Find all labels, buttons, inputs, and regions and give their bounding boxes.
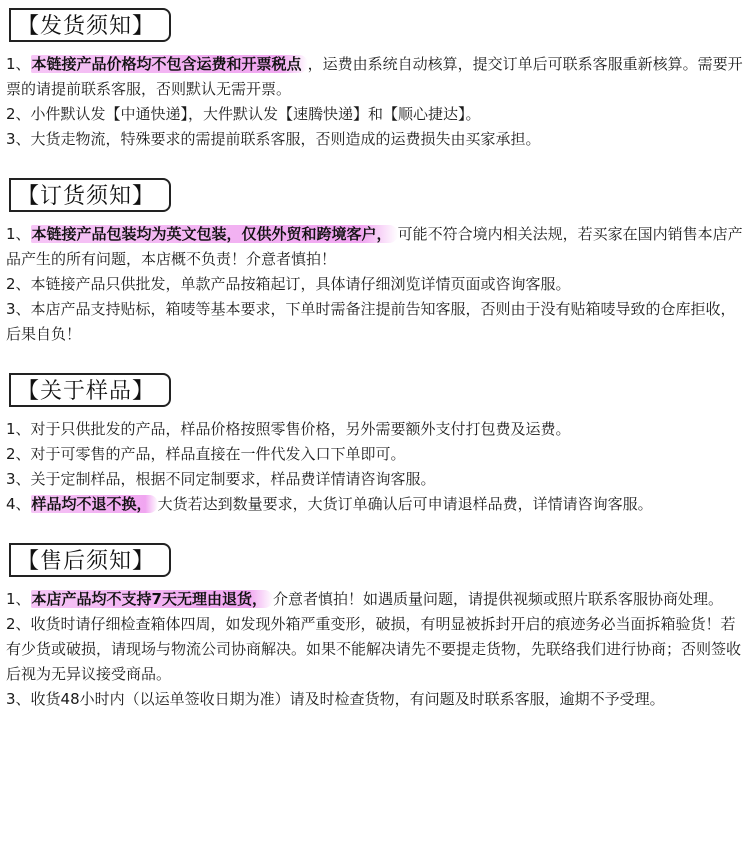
item-text: 本链接产品只供批发，单款产品按箱起订，具体请仔细浏览详情页面或咨询客服。	[30, 275, 571, 293]
section-title: 【发货须知】	[9, 8, 171, 42]
notice-item	[6, 297, 744, 347]
section-title: 【关于样品】	[9, 373, 171, 407]
notice-item	[6, 102, 744, 127]
item-number: 3、	[6, 300, 31, 318]
notice-item	[6, 417, 744, 442]
notice-item	[6, 587, 744, 612]
notice-item	[6, 222, 744, 272]
notice-item	[6, 127, 744, 152]
section-title: 【售后须知】	[9, 543, 171, 577]
item-number: 3、	[6, 470, 31, 488]
section-after-sales-notice	[6, 543, 744, 712]
section-ordering-notice	[6, 178, 744, 347]
item-number: 2、	[6, 275, 31, 293]
notice-item	[6, 612, 744, 687]
highlighted-text: 本链接产品价格均不包含运费和开票税点	[31, 55, 308, 73]
notice-item	[6, 467, 744, 492]
item-number: 2、	[6, 105, 31, 123]
highlighted-text: 本店产品均不支持7天无理由退货，	[31, 590, 273, 608]
item-text: 本店产品支持贴标，箱唛等基本要求，下单时需备注提前告知客服，否则由于没有贴箱唛导致的仓库拒收，后果自负！	[6, 300, 736, 343]
item-text: 大货若达到数量要求，大货订单确认后可申请退样品费，详情请咨询客服。	[157, 495, 653, 513]
item-text: 小件默认发【中通快递】，大件默认发【速腾快递】和【顺心捷达】。	[30, 105, 481, 123]
section-sample-notice	[6, 373, 744, 517]
item-number: 4、	[6, 495, 31, 513]
notice-item	[6, 687, 744, 712]
item-text: 收货48小时内（以运单签收日期为准）请及时检查货物，有问题及时联系客服，逾期不予受理。	[30, 690, 665, 708]
item-number: 2、	[6, 615, 31, 633]
item-number: 1、	[6, 55, 31, 73]
highlighted-text: 样品均不退不换，	[31, 495, 158, 513]
notice-item	[6, 52, 744, 102]
item-text: 收货时请仔细检查箱体四周，如发现外箱严重变形，破损，有明显被拆封开启的痕迹务必当面拆箱验货！若有少货或破损，请现场与物流公司协商解决。如果不能解决请先不要提走货物，先联络我们进行协商；否则签收后视为无异议接受商品。	[6, 615, 742, 683]
item-text: 可能不符合境内相关法规，若买家在国内销售本店产品产生的所有问题，本店概不负责！介意者慎拍！	[6, 225, 743, 268]
item-number: 1、	[6, 420, 31, 438]
item-text: 大货走物流，特殊要求的需提前联系客服，否则造成的运费损失由买家承担。	[30, 130, 541, 148]
highlighted-text: 本链接产品包装均为英文包装，仅供外贸和跨境客户，	[31, 225, 398, 243]
item-number: 1、	[6, 225, 31, 243]
item-text: 关于定制样品，根据不同定制要求，样品费详情请咨询客服。	[30, 470, 436, 488]
item-number: 1、	[6, 590, 31, 608]
notice-item	[6, 442, 744, 467]
item-text: 对于可零售的产品，样品直接在一件代发入口下单即可。	[30, 445, 406, 463]
item-number: 3、	[6, 130, 31, 148]
item-text: ，运费由系统自动核算，提交订单后可联系客服重新核算。需要开票的请提前联系客服，否则默认无需开票。	[6, 55, 743, 98]
section-shipping-notice	[6, 8, 744, 152]
item-number: 2、	[6, 445, 31, 463]
item-text: 介意者慎拍！如遇质量问题，请提供视频或照片联系客服协商处理。	[273, 590, 724, 608]
item-number: 3、	[6, 690, 31, 708]
section-title: 【订货须知】	[9, 178, 171, 212]
notice-item	[6, 272, 744, 297]
notice-item	[6, 492, 744, 517]
item-text: 对于只供批发的产品，样品价格按照零售价格，另外需要额外支付打包费及运费。	[30, 420, 571, 438]
